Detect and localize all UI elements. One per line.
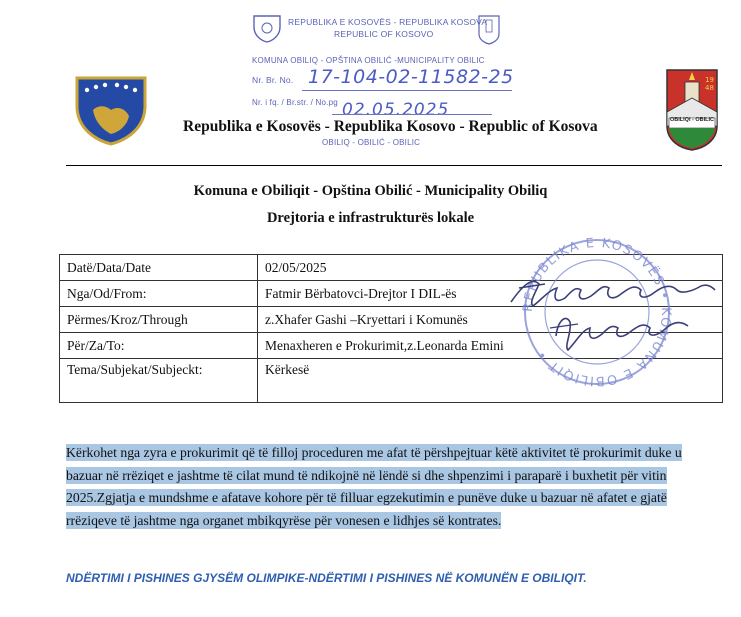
row-value-through: z.Xhafer Gashi –Kryettari i Komunës <box>258 307 723 333</box>
stamp-date-value: 02.05.2025 <box>342 100 450 120</box>
project-title: NDËRTIMI I PISHINES GJYSËM OLIMPIKE-NDËRTIMI I PISHINES NË KOMUNËN E OBILIQIT. <box>66 571 587 585</box>
kosovo-coat-of-arms-icon <box>75 76 147 146</box>
header-divider <box>66 165 722 166</box>
stamp-nr-value: 17-104-02-11582-25 <box>308 66 514 88</box>
stamp-line-3: KOMUNA OBILIQ - OPŠTINA OBILIĆ -MUNICIPALITY OBILIC <box>252 56 485 65</box>
row-value-subject: Kërkesë <box>258 359 723 403</box>
row-value-date: 02/05/2025 <box>258 255 723 281</box>
stamp-date-label: Nr. i fq. / Br.str. / No.pg <box>252 98 338 107</box>
stamp-line-1: REPUBLIKA E KOSOVËS - REPUBLIKA KOSOVA <box>288 17 488 27</box>
stamp-line-2: REPUBLIC OF KOSOVO <box>334 29 434 39</box>
stamp-nr-label: Nr. Br. No. <box>252 75 294 85</box>
stamp-emblem-icon <box>252 14 282 44</box>
department-title: Drejtoria e infrastrukturës lokale <box>266 210 475 226</box>
svg-text:19: 19 <box>705 76 714 84</box>
request-paragraph <box>66 442 716 532</box>
row-label-from: Nga/Od/From: <box>60 281 258 307</box>
stamp-nr-underline <box>302 90 512 91</box>
svg-text:48: 48 <box>705 84 714 92</box>
row-label-to: Për/Za/To: <box>60 333 258 359</box>
signature-mayor <box>548 306 698 358</box>
obiliq-crest-icon <box>665 68 719 152</box>
republic-title: Republika e Kosovës - Republika Kosovo - Republic of Kosova <box>183 118 598 135</box>
row-label-through: Përmes/Kroz/Through <box>60 307 258 333</box>
municipality-title: Komuna e Obiliqit - Opština Obilić - Municipality Obiliq <box>193 183 548 199</box>
row-label-subject: Tema/Subjekat/Subjeckt: <box>60 359 258 403</box>
crest-label: OBILIQI - OBILIC <box>670 117 714 123</box>
stamp-date-underline <box>332 114 492 115</box>
row-label-date: Datë/Data/Date <box>60 255 258 281</box>
row-value-to: Menaxheren e Prokurimit,z.Leonarda Emini <box>258 333 723 359</box>
stamp-line-bottom: OBILIQ - OBILIĆ - OBILIC <box>322 138 421 147</box>
seal-text: REPUBLIKA E KOSOVËS • KOMUNA E OBILIQIT • <box>520 235 674 389</box>
row-value-from: Fatmir Bërbatovci-Drejtor I DIL-ës <box>258 281 723 307</box>
request-text: Kërkohet nga zyra e prokurimit që të filloj proceduren me afat të përshpejtuar këtë aktivitet të prokurimit duke u bazuar në rrëziqet e jashtme të cilat mund të ndikojnë në lëndë si dhe shpenzimi i paraparë i buxhetit për vitin 2025.Zgjatja e mundshme e afatave kohore për të filluar egzekutimin e punëve duke u bazuar në afatet e gjatë rrëziqeve të jashtme nga organet mbikqyrëse për vonesen e lidhjes së kontrates. <box>66 445 682 528</box>
